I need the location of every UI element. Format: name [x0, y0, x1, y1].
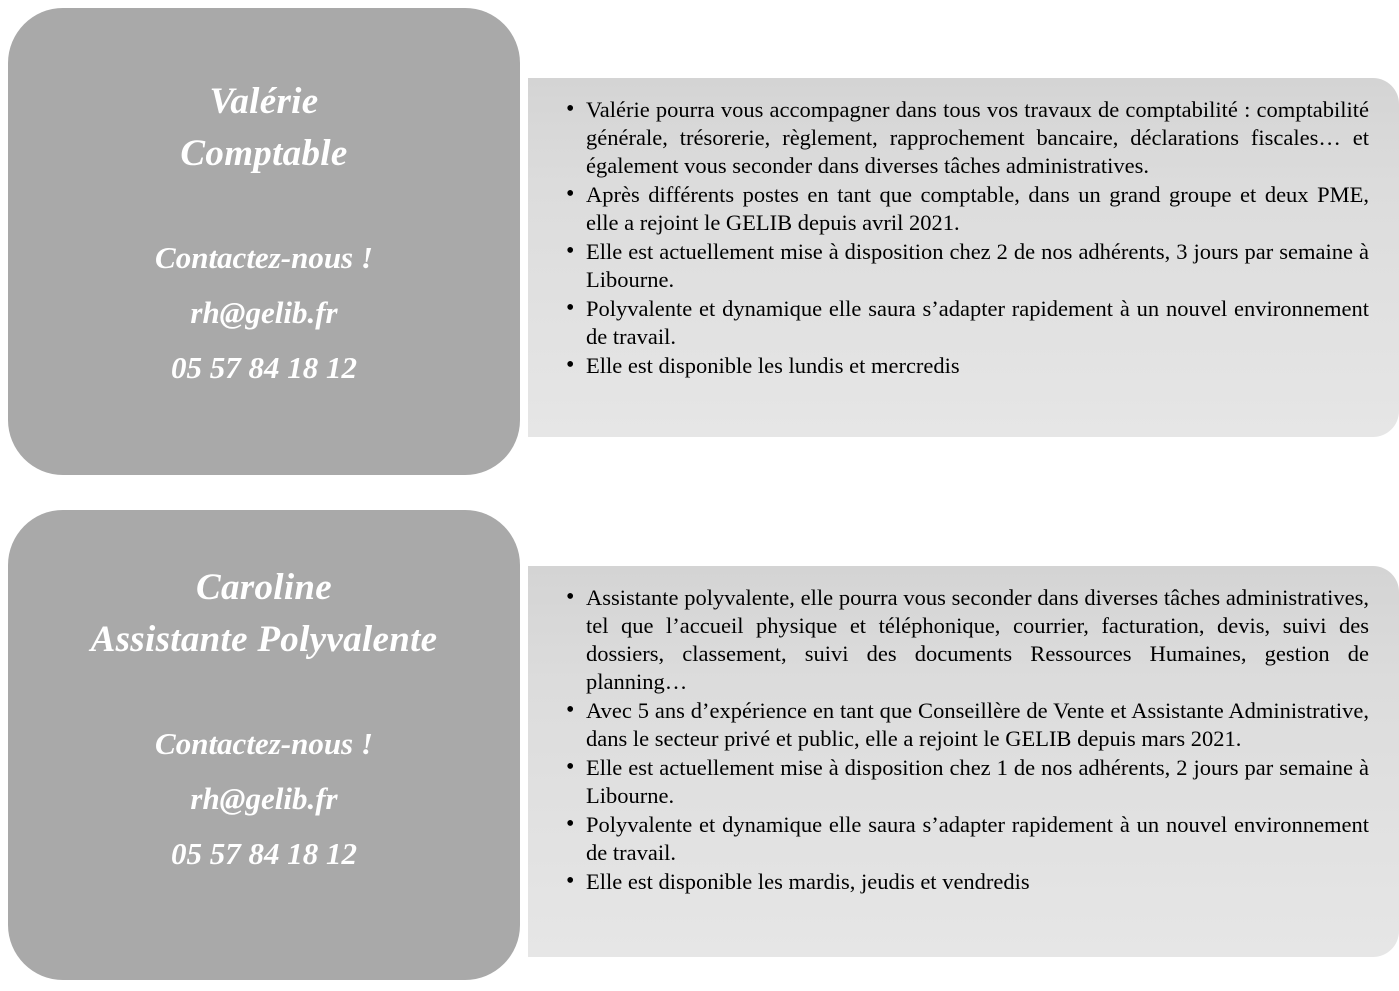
list-item: • Après différents postes en tant que comptable, dans un grand groupe et deux PME, elle a rejoint le GELIB depuis avril 2021. — [564, 181, 1369, 237]
contact-email[interactable]: rh@gelib.fr — [190, 781, 338, 816]
list-item: • Polyvalente et dynamique elle saura s’adapter rapidement à un nouvel environnement de travail. — [564, 295, 1369, 351]
detail-card — [528, 78, 1399, 437]
contact-block — [155, 716, 373, 881]
contact-heading: Contactez-nous ! — [155, 726, 373, 761]
contact-phone[interactable]: 05 57 84 18 12 — [170, 836, 357, 871]
list-item: • Elle est disponible les mardis, jeudis et vendredis — [564, 868, 1369, 896]
list-item: • Elle est disponible les lundis et mercredis — [564, 352, 1369, 380]
bullet-list — [564, 584, 1369, 896]
bullet-list — [564, 96, 1369, 380]
contact-phone[interactable]: 05 57 84 18 12 — [170, 350, 357, 385]
list-item: • Elle est actuellement mise à disposition chez 1 de nos adhérents, 2 jours par semaine à Libourne. — [564, 754, 1369, 810]
person-name: Caroline — [195, 567, 333, 608]
list-item: • Valérie pourra vous accompagner dans tous vos travaux de comptabilité : comptabilité générale, trésorerie, règlement, rapprochement bancaire, déclarations fiscales… et également vous seconder dans diverses tâches administratives. — [564, 96, 1369, 180]
list-item: • Avec 5 ans d’expérience en tant que Conseillère de Vente et Assistante Administrative, dans le secteur privé et public, elle a rejoint le GELIB depuis mars 2021. — [564, 697, 1369, 753]
list-item: • Assistante polyvalente, elle pourra vous seconder dans diverses tâches administratives, tel que l’accueil physique et téléphonique, courrier, facturation, devis, suivi des dossiers, classement, suivi des documents Ressources Humaines, gestion de planning… — [564, 584, 1369, 696]
person-role: Assistante Polyvalente — [90, 619, 438, 660]
list-item: • Polyvalente et dynamique elle saura s’adapter rapidement à un nouvel environnement de travail. — [564, 811, 1369, 867]
detail-card — [528, 566, 1399, 957]
person-role: Comptable — [180, 133, 348, 174]
name-card — [8, 510, 520, 980]
contact-heading: Contactez-nous ! — [155, 240, 373, 275]
profile-card-caroline — [0, 500, 1399, 991]
list-item: • Elle est actuellement mise à disposition chez 2 de nos adhérents, 3 jours par semaine à Libourne. — [564, 238, 1369, 294]
person-name: Valérie — [209, 81, 319, 122]
contact-block — [155, 230, 373, 395]
contact-email[interactable]: rh@gelib.fr — [190, 295, 338, 330]
name-card — [8, 8, 520, 475]
profile-card-valerie — [0, 0, 1399, 490]
